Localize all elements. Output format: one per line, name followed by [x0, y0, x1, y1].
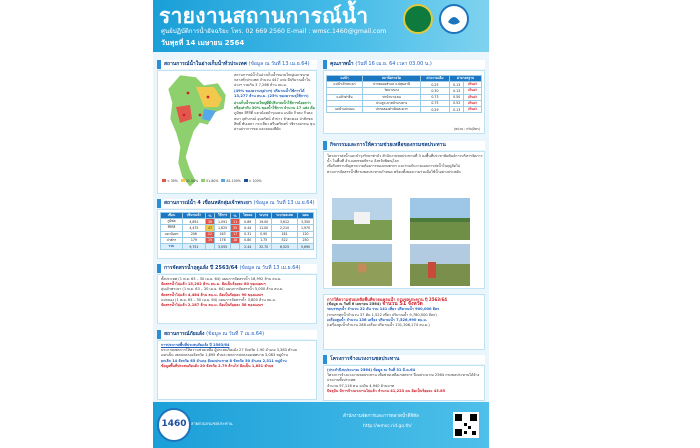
allocation-l1b: จัดสรรน้ำไปแล้ว 15,202 ล้าน ลบ.ม. คิดเป็นร้อยละ 80 ของแผนฯ [161, 282, 266, 287]
quality-panel [323, 70, 485, 134]
report-title: รายงานสถานการณ์น้ำ [159, 4, 369, 28]
qr-code-icon [453, 412, 479, 438]
footer-dept: สายด่วนกรมชลประทาน [191, 421, 233, 426]
dams-section-title: สถานการณ์น้ำ 4 เขื่อนหลักลุ่มเจ้าพระยา (ข้อมูล ณ วันที่ 13 เม.ย.64) [157, 199, 317, 208]
allocation-l2: ลุ่มเจ้าพระยา (1 พ.ย. 63 – 30 เม.ย. 64) แผนการจัดสรรน้ำ 5,000 ล้าน ลบ.ม. [161, 287, 284, 292]
support-l2: เครื่องสูบน้ำ จำนวน 136 เครื่อง ปริมาณน้ำ 7,526,990 ลบ.ม. [327, 317, 428, 322]
reservoir-section-title: สถานการณ์น้ำในอ่างเก็บน้ำทั่วประเทศ (ข้อมูล ณ วันที่ 13 เม.ย.64) [157, 60, 317, 69]
table-row: รวม 9,751 3,055 2.44 32.70 6,525 5,690 [161, 243, 314, 249]
report-contact [161, 26, 386, 36]
allocation-l3b: จัดสรรน้ำไปแล้ว 2,187 ล้าน ลบ.ม. คิดเป็นร้อยละ 58 ของแผนฯ [161, 303, 264, 308]
activity-photo-1 [332, 198, 392, 240]
table-row: แควน้อยฯ 206 22 163 17 0.31 0.95 181 120 [161, 231, 314, 237]
allocation-l1: ทั้งประเทศ (1 พ.ย. 63 – 30 เม.ย. 64) แผนการจัดสรรน้ำ 18,992 ล้าน ลบ.ม. [161, 277, 282, 281]
activities-section-title: กิจกรรมและการให้ความช่วยเหลือของกรมชลประทาน [323, 141, 485, 150]
drought-l4: ข้อมูลพื้นที่ประสบภัยแล้ง 20 จังหวัด 2.79 ล้านไร่ คิดเป็น 1,851 ตำบล [161, 363, 274, 368]
quality-unit: (หน่วย : กรัม/ลิตร) [453, 127, 480, 131]
drought-heading: การประกาศพื้นที่ประสบภัยแล้ง ปี 2563/64 [161, 343, 230, 347]
reservoir-panel [157, 70, 317, 194]
table-row: วัดบางนาง 0.30 0.13 เกินค่า [327, 88, 482, 94]
activities-p3: ตามการจัดสรรน้ำที่กรมชลประทานกำหนด พร้อมทั้งขอความร่วมมือใช้น้ำอย่างประหยัด [327, 169, 461, 174]
drought-l1: ประกาศเขตการให้ความช่วยเหลือ ผู้ประสบภัยแล้ง 27 จังหวัด 1.90 อำเภอ 3,383 ตำบล [161, 348, 297, 353]
activities-p2: เพื่อรับทราบปัญหาความต้องการของเกษตรกร และร่วมกันวางแผนการส่งน้ำในฤดูถัดไป [327, 164, 461, 169]
reservoir-p1: สถานการณ์น้ำในอ่างเก็บน้ำขนาดใหญ่และขนาดกลางทั่วประเทศ จำนวน 447 แห่ง มีปริมาณน้ำในอ่างฯ รวมกัน 3 7,266 ล้าน ลบ.ม. [234, 73, 311, 88]
table-row: แม่น้ำเจ้าพระยา ปากคลองสำแล จ.ปทุมธานี 0.25 0.13 เกินค่า [327, 82, 482, 88]
allocation-l2b: จัดสรรน้ำไปแล้ว 4,484 ล้าน ลบ.ม. คิดเป็นร้อยละ 90 ของแผนฯ [161, 292, 264, 297]
dams-table: เขื่อน ปริมาณน้ำ % ใช้การ % ไหลลง ระบาย ระบายสะสม แผน ภูมิพล 4,891 36 1,091 11 0.89 19.00 3,612 3,350 สิริกิติ์ 4,475 47 1,625 25 0.44 11.00 2,210 1,970 แควน้อยฯ 206 22 163 17 0.31 0.95 181 120 ป่าสักฯ 179 19 176 18 0.80 1.75 522 250 รวม 9,751 3,055 2.44 32.70 6,525 5,690 [160, 212, 314, 250]
activity-photo-4 [410, 244, 470, 286]
drought-l2: แยกเป็น เขตปกครองจังหวัด 1,895 ตำบล เขตการปกครองเทศบาล 3,083 หมู่บ้าน [161, 353, 288, 358]
table-row: แม่น้ำแม่กลอง ปากคลองดำเนินสะดวก 0.29 0.13 เกินค่า [327, 106, 482, 112]
support-date: (ข้อมูล ณ วันที่ 6 เมษายน 2564) [327, 302, 381, 307]
support-l2b: (เครื่องสูบน้ำจำนวน 288 เครื่อง ปริมาณน้ำ 131,306,174 ลบ.ม.) [327, 323, 430, 328]
activity-photo-2 [410, 198, 470, 240]
allocation-panel [157, 274, 317, 324]
footer-org: สำนักงานจัดการและการตลาดน้ำดิจิทัล [343, 414, 419, 419]
footer-url[interactable]: http://wmsc.rid.go.th/ [363, 424, 412, 429]
table-row: ป่าสักฯ 179 19 176 18 0.80 1.75 522 250 [161, 237, 314, 243]
drought-section-title: สถานการณ์ภัยแล้ง (ข้อมูล ณ วันที่ 7 เม.ย.64) [157, 330, 317, 339]
support-l1: รถบรรทุกน้ำ จำนวน 22 คัน รวม 141 เที่ยว ปริมาณน้ำ 900,000 ลิตร [327, 307, 440, 312]
project-p3: ปัจจุบัน มีการจ้างแรงงานไปแล้ว จำนวน 41,223 คน คิดเป็นร้อยละ 43.85 [327, 388, 446, 393]
dams-panel [157, 209, 317, 259]
allocation-l3: แม่กลอง (1 พ.ย. 63 – 30 เม.ย. 64) แผนการจัดสรรน้ำ 3,800 ล้าน ลบ.ม. [161, 297, 276, 302]
wmsc-logo-icon [439, 4, 469, 34]
reservoir-p1b: (49% ของความจุอ่างฯ) ปริมาณน้ำใช้การได้ 13,277 ล้าน ลบ.ม. (25% ของความจุใช้การ) [234, 88, 309, 98]
quality-table: แม่น้ำ สถานีตรวจวัด ค่าความเค็ม ค่ามาตรฐาน แม่น้ำเจ้าพระยา ปากคลองสำแล จ.ปทุมธานี 0.25 0.13 เกินค่า วัดบางนาง 0.30 0.13 เกินค่า แม่น้ำท่าจีน ท่าน้ำบางเลน 0.73 0.50 เกินค่า ประตูระบายน้ำบางยาง 0.75 0.52 เกินค่า แม่น้ำแม่กลอง ปากคลองดำเนินสะดวก 0.29 0.13 เกินค่า [326, 75, 482, 113]
activities-text [327, 154, 483, 175]
quality-section-title: คุณภาพน้ำ (วันที่ 16 เม.ย. 64 เวลา 03.00 น.) [323, 60, 485, 69]
thailand-map [160, 73, 232, 191]
drought-panel [157, 340, 317, 400]
activity-photo-3 [332, 244, 392, 286]
table-row: ภูมิพล 4,891 36 1,091 11 0.89 19.00 3,612 3,350 [161, 219, 314, 225]
support-panel [323, 294, 485, 350]
report-date: วันพุธที่ 14 เมษายน 2564 [161, 39, 245, 47]
project-p2: จำนวน 97,116 คน วงเงิน 4,940 ล้านบาท [327, 383, 395, 388]
drought-l3: ยกเลิก 14 จังหวัด 85 อำเภอ ยังคงประกาศ 8 จังหวัด 50 อำเภอ 2,511 หมู่บ้าน [161, 358, 287, 363]
project-panel [323, 365, 485, 401]
support-l1b: (รถบรรทุกน้ำจำนวน 37 คัน 1,522 เที่ยว ปริมาณน้ำ 9,780,000 ลิตร) [327, 312, 437, 317]
support-total: จำนวน 51 จังหวัด [382, 301, 423, 308]
reservoir-legend: < 30% 31-50% 51-80% 81-100% > 100% [162, 179, 262, 183]
project-note: (ประจำปีงบประมาณ 2564) ข้อมูล ณ วันที่ 31 มี.ค.64 [327, 368, 416, 372]
project-p1: โครงการจ้างแรงงานชลประทาน เพื่อช่วยเหลือเกษตรกร ปีงบประมาณ 2564 กรมชลประทานได้จ้างแรงงานทั้งประเทศ [327, 373, 480, 383]
activities-panel [323, 151, 485, 289]
hotline-badge: 1460 [157, 408, 191, 442]
water-report-poster [153, 0, 489, 448]
activities-p1: โครงการส่งน้ำและบำรุงรักษาท่าบัว สำนักงานชลประทานที่ 3 ลงพื้นที่ประชาสัมพันธ์การบริหารจัดการน้ำ ในพื้นที่ อำเภอพรหมพิราม จังหวัดพิษณุโลก [327, 154, 483, 164]
table-row: ประตูระบายน้ำบางยาง 0.75 0.52 เกินค่า [327, 100, 482, 106]
support-title: การให้ความช่วยเหลือพื้นที่ขาดแคลนน้ำ กรมชลประทาน ปี 2563/64 [327, 297, 448, 302]
reservoir-p2b: ภูมิพล สิริกิติ์ แควน้อยบำรุงแดน แม่งัด กิ่วลม กิ่วคอหมา จุฬาภรณ์ อุบลรัตน์ ลำปาว ลำตะคอง ป่าสักชลสิทธิ์ ทับเสลา กระเสียว ศรีนครินทร์ วชิราลงกรณ ขุนด่านปราการชล และคลองสียัด [234, 111, 315, 132]
allocation-section-title: การจัดสรรน้ำฤดูแล้ง ปี 2563/64 (ข้อมูล ณ วันที่ 13 เม.ย.64) [157, 264, 317, 273]
project-section-title: โครงการจ้างแรงงานชลประทาน [323, 355, 485, 364]
report-header [153, 0, 489, 52]
reservoir-p2: อ่างเก็บน้ำขนาดใหญ่ที่มีปริมาณน้ำใช้การน้อยกว่าหรือเท่ากับ 30% ของน้ำใช้การ จำนวน 17 แห่ง คือ [234, 101, 315, 111]
table-row: สิริกิติ์ 4,475 47 1,625 25 0.44 11.00 2,210 1,970 [161, 225, 314, 231]
table-row: แม่น้ำท่าจีน ท่าน้ำบางเลน 0.73 0.50 เกินค่า [327, 94, 482, 100]
reservoir-summary [234, 73, 316, 132]
report-footer [153, 402, 489, 448]
rid-logo-icon [403, 4, 433, 34]
center-email: E-mail : wmsc.1460@gmail.com [286, 28, 387, 35]
center-phone: ศูนย์ปฏิบัติการน้ำอัจฉริยะ โทร. 02 669 2560 [161, 28, 285, 35]
